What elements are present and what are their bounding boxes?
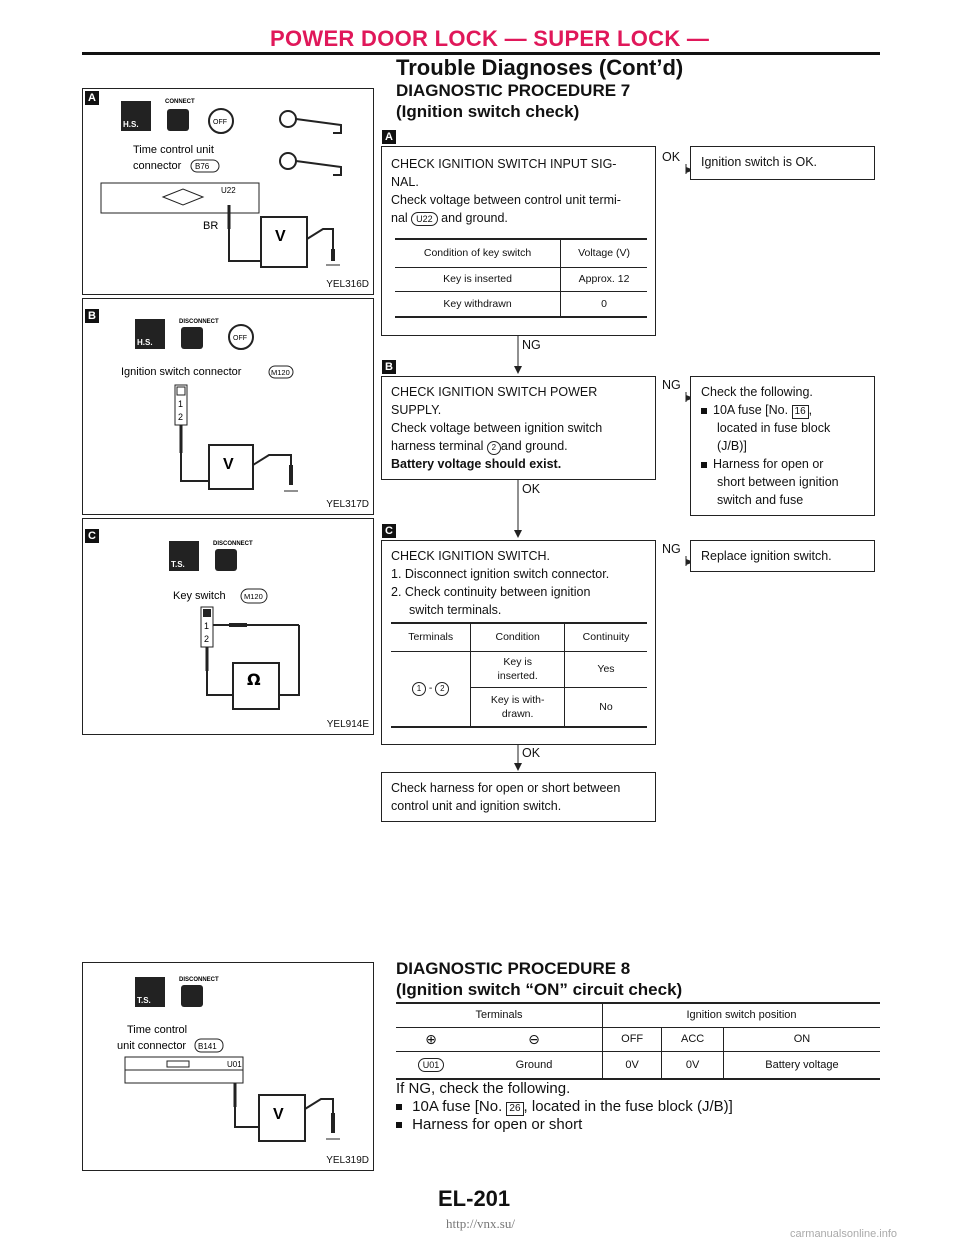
bullet-icon xyxy=(396,1122,402,1128)
svg-text:Time control: Time control xyxy=(127,1024,188,1036)
svg-text:OFF: OFF xyxy=(233,335,247,342)
hs-icon: H.S. xyxy=(123,120,139,129)
svg-text:U22: U22 xyxy=(221,186,236,195)
svg-text:1: 1 xyxy=(204,621,210,631)
svg-text:2: 2 xyxy=(204,634,210,644)
terminal-badge: U22 xyxy=(411,212,438,226)
arrow-down-icon xyxy=(512,336,524,376)
hs-icon: H.S. xyxy=(137,338,153,347)
procedure-8-title: DIAGNOSTIC PROCEDURE 8 (Ignition switch “ON” circuit check) xyxy=(396,959,683,999)
arrow-down-icon xyxy=(512,745,524,773)
step-a-ng-label: NG xyxy=(522,338,541,352)
procedure-8-notes: If NG, check the following. 10A fuse [No. 26 , located in the fuse block (J/B)] Harness for open or short xyxy=(396,1080,733,1133)
step-b-result: Check the following. 10A fuse [No. 16 , located in fuse block (J/B)] Harness for open or short between ignition switch and fuse xyxy=(690,376,875,516)
svg-text:1: 1 xyxy=(178,399,184,409)
figure-b-drawing xyxy=(83,299,373,514)
fuse-number: 16 xyxy=(792,405,809,419)
svg-text:V: V xyxy=(275,228,286,245)
step-a-table: Condition of key switch Voltage (V) Key is inserted Approx. 12 Key withdrawn 0 xyxy=(395,238,647,318)
svg-text:Time control unit: Time control unit xyxy=(133,144,214,156)
step-b-box: CHECK IGNITION SWITCH POWER SUPPLY. Check voltage between ignition switch harness terminal 2 and ground. Battery voltage should exist. xyxy=(381,376,656,480)
step-b-ok-label: OK xyxy=(522,482,541,496)
figure-d-code: YEL319D xyxy=(326,1155,369,1166)
ts-icon: T.S. xyxy=(137,996,151,1005)
svg-text:Ω: Ω xyxy=(247,670,261,689)
svg-text:B141: B141 xyxy=(198,1042,217,1051)
step-b-ng-label: NG xyxy=(662,378,681,392)
fuse-number: 26 xyxy=(506,1102,523,1116)
svg-text:BR: BR xyxy=(203,220,219,232)
procedure-8-table: Terminals Ignition switch position ⊕ ⊖ OFF ACC ON U01 Ground 0V 0V Battery voltage xyxy=(396,1002,880,1080)
step-a-tag: A xyxy=(382,130,396,144)
bullet-icon xyxy=(701,462,707,468)
bullet-icon xyxy=(396,1104,402,1110)
figure-c-tag: C xyxy=(85,529,99,543)
step-c-box: CHECK IGNITION SWITCH. 1. Disconnect ignition switch connector. 2. Check continuity between ignition switch terminals. xyxy=(381,540,656,745)
connector-icon xyxy=(181,327,203,349)
step-a-box: CHECK IGNITION SWITCH INPUT SIG- NAL. Check voltage between control unit termi- nal U22 and ground. xyxy=(381,146,656,336)
footer-url[interactable]: http://vnx.su/ xyxy=(446,1216,515,1231)
figure-a-code: YEL316D xyxy=(326,279,369,290)
figure-a-tag: A xyxy=(85,91,99,105)
step-c-tag: C xyxy=(382,524,396,538)
figure-c-code: YEL914E xyxy=(326,719,369,730)
svg-text:2: 2 xyxy=(178,412,184,422)
connector-icon xyxy=(167,109,189,131)
arrow-down-icon xyxy=(512,480,524,540)
step-a-ok-label: OK xyxy=(662,150,681,164)
svg-text:Key switch: Key switch xyxy=(173,590,226,602)
figure-b-code: YEL317D xyxy=(326,499,369,510)
final-step-box: Check harness for open or short between control unit and ignition switch. xyxy=(381,772,656,822)
step-c-table: Terminals Condition Continuity 1 - 2 Key is inserted. Yes Key is with- drawn. No xyxy=(391,622,647,728)
step-c-ok-label: OK xyxy=(522,746,541,760)
svg-text:M120: M120 xyxy=(244,592,263,601)
disconnect-label: DISCONNECT xyxy=(179,977,219,983)
terminal-badge: 2 xyxy=(487,441,501,455)
svg-text:U01: U01 xyxy=(227,1060,242,1069)
connector-icon xyxy=(181,985,203,1007)
bullet-icon xyxy=(701,408,707,414)
connector-icon xyxy=(215,549,237,571)
page-number: EL-201 xyxy=(438,1186,511,1211)
figure-a-drawing xyxy=(83,89,373,294)
figure-d-drawing xyxy=(83,963,373,1170)
step-c-ng-label: NG xyxy=(662,542,681,556)
svg-text:OFF: OFF xyxy=(213,119,227,126)
terminal-badge: U01 xyxy=(418,1058,445,1072)
watermark: carmanualsonline.info xyxy=(790,1228,898,1240)
svg-text:B76: B76 xyxy=(195,162,210,171)
figure-c xyxy=(82,518,374,735)
figure-d xyxy=(82,962,374,1171)
svg-text:unit connector: unit connector xyxy=(117,1040,187,1052)
page-header-subtitle: Trouble Diagnoses (Cont’d) xyxy=(396,55,684,80)
svg-text:V: V xyxy=(223,456,234,473)
figure-b-tag: B xyxy=(85,309,99,323)
figure-c-drawing xyxy=(83,519,373,734)
step-b-tag: B xyxy=(382,360,396,374)
procedure-7-title: DIAGNOSTIC PROCEDURE 7 (Ignition switch check) xyxy=(396,81,631,121)
page-header-title: POWER DOOR LOCK — SUPER LOCK — xyxy=(270,26,710,51)
disconnect-label: DISCONNECT xyxy=(213,541,253,547)
step-a-result: Ignition switch is OK. xyxy=(690,146,875,180)
figure-a xyxy=(82,88,374,295)
key-icon xyxy=(280,111,341,175)
svg-text:Ignition switch connector: Ignition switch connector xyxy=(121,366,242,378)
step-c-result: Replace ignition switch. xyxy=(690,540,875,572)
connect-label: CONNECT xyxy=(165,99,195,105)
svg-text:V: V xyxy=(273,1106,284,1123)
svg-text:M120: M120 xyxy=(271,368,290,377)
ts-icon: T.S. xyxy=(171,560,185,569)
svg-text:connector: connector xyxy=(133,160,182,172)
disconnect-label: DISCONNECT xyxy=(179,319,219,325)
figure-b xyxy=(82,298,374,515)
